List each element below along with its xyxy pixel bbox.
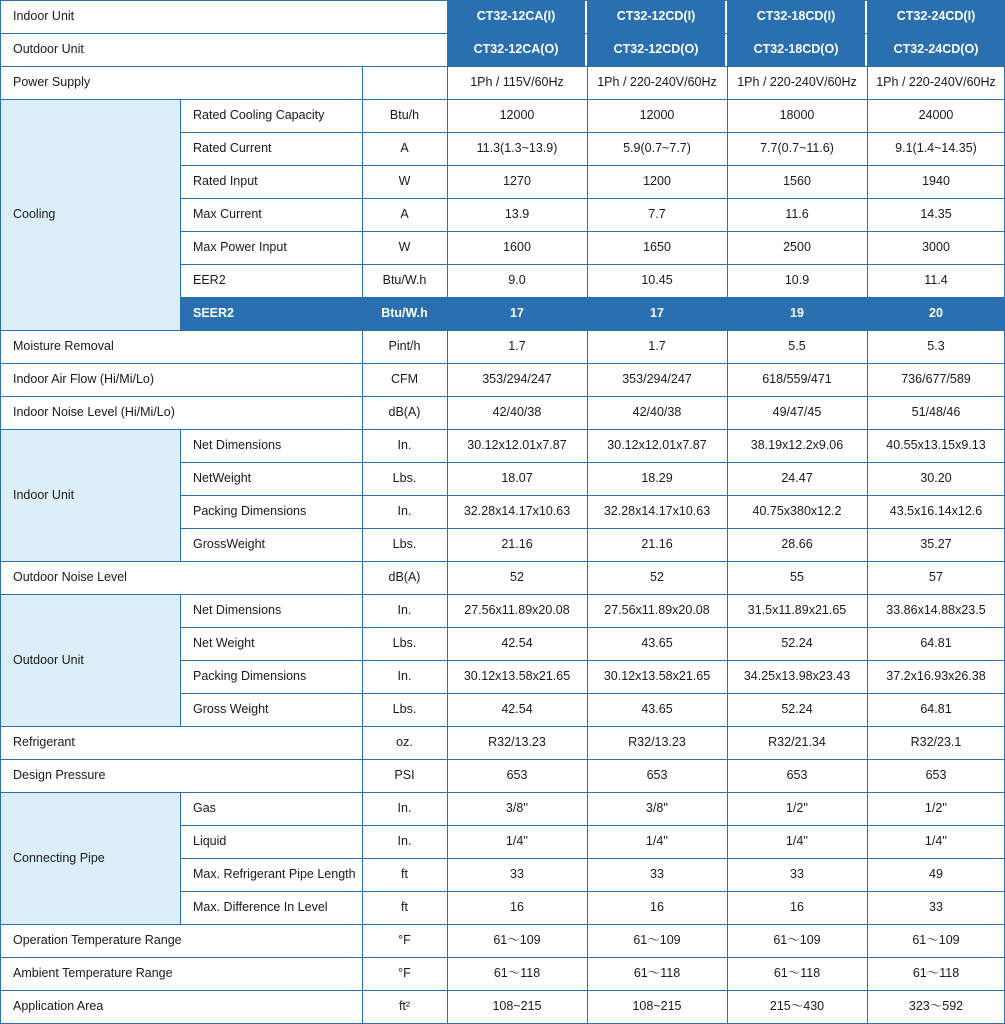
value-max-current-2: 7.7: [648, 207, 666, 222]
value-design-pressure-4: 653: [925, 768, 947, 783]
grid-line: [0, 330, 1005, 331]
value-eer2-4: 11.4: [924, 273, 948, 288]
value-max-power-input-4: 3000: [922, 240, 950, 255]
row-unit-max-refrigerant-pipe-length: ft: [401, 867, 408, 882]
value-refrigerant-2: R32/13.23: [628, 735, 686, 750]
value-net-weight-1: 42.54: [501, 636, 533, 651]
row-unit-gas: In.: [397, 801, 412, 816]
group-cooling: Cooling: [0, 99, 180, 330]
value-packing-dimensions-2: 32.28x14.17x10.63: [603, 504, 711, 519]
row-label-gross-weight: Gross Weight: [193, 702, 269, 717]
grid-line: [362, 66, 363, 1023]
row-label-gas: Gas: [193, 801, 216, 816]
value-max-current-3: 11.6: [785, 207, 809, 222]
value-max-refrigerant-pipe-length-3: 33: [790, 867, 804, 882]
row-label-indoor-noise-level-hi-mi-lo: Indoor Noise Level (Hi/Mi/Lo): [13, 405, 175, 420]
row-label-seer2: SEER2: [180, 297, 362, 330]
value-gas-4: 1/2'': [924, 801, 948, 816]
value-net-dimensions-4: 40.55x13.15x9.13: [886, 438, 986, 453]
value-gas-1: 3/8'': [505, 801, 529, 816]
grid-line: [0, 0, 1005, 1]
value-packing-dimensions-1: 32.28x14.17x10.63: [463, 504, 571, 519]
row-unit-rated-input: W: [398, 174, 411, 189]
value-max-refrigerant-pipe-length-2: 33: [650, 867, 664, 882]
value-packing-dimensions-4: 37.2x16.93x26.38: [886, 669, 986, 684]
header-indoor-unit-label: Indoor Unit: [13, 9, 75, 24]
value-liquid-3: 1/4'': [785, 834, 809, 849]
value-indoor-air-flow-hi-mi-lo-2: 353/294/247: [622, 372, 692, 387]
value-moisture-removal-3: 5.5: [788, 339, 806, 354]
value-indoor-noise-level-hi-mi-lo-3: 49/47/45: [772, 405, 822, 420]
row-unit-indoor-air-flow-hi-mi-lo: CFM: [390, 372, 419, 387]
value-net-dimensions-3: 31.5x11.89x21.65: [747, 603, 847, 618]
value-netweight-3: 24.47: [781, 471, 813, 486]
value-gas-2: 3/8'': [645, 801, 669, 816]
value-net-dimensions-4: 33.86x14.88x23.5: [886, 603, 986, 618]
row-label-netweight: NetWeight: [193, 471, 252, 486]
value-power-supply-4: 1Ph / 220-240V/60Hz: [876, 75, 996, 90]
value-indoor-noise-level-hi-mi-lo-2: 42/40/38: [632, 405, 682, 420]
value-gross-weight-3: 52.24: [781, 702, 813, 717]
value-moisture-removal-2: 1.7: [648, 339, 666, 354]
value-rated-input-1: 1270: [503, 174, 531, 189]
row-unit-ambient-temperature-range: °F: [398, 966, 411, 981]
grid-line: [587, 0, 588, 1023]
value-grossweight-1: 21.16: [501, 537, 533, 552]
value-max-power-input-3: 2500: [783, 240, 811, 255]
value-moisture-removal-1: 1.7: [508, 339, 526, 354]
value-rated-cooling-capacity-4: 24000: [918, 108, 954, 123]
row-unit-power-supply: [362, 66, 447, 99]
row-unit-packing-dimensions: In.: [397, 669, 412, 684]
group-outdoor-unit: Outdoor Unit: [0, 594, 180, 726]
value-packing-dimensions-1: 30.12x13.58x21.65: [463, 669, 571, 684]
value-grossweight-3: 28.66: [781, 537, 813, 552]
row-unit-gross-weight: Lbs.: [392, 702, 417, 717]
value-refrigerant-3: R32/21.34: [768, 735, 826, 750]
value-design-pressure-1: 653: [506, 768, 528, 783]
grid-line: [727, 0, 728, 1023]
value-rated-input-4: 1940: [922, 174, 950, 189]
value-rated-current-3: 7.7(0.7~11.6): [760, 141, 834, 156]
row-label-outdoor-noise-level: Outdoor Noise Level: [13, 570, 127, 585]
row-unit-net-dimensions: In.: [397, 603, 412, 618]
value-indoor-noise-level-hi-mi-lo-1: 42/40/38: [492, 405, 542, 420]
value-grossweight-4: 35.27: [920, 537, 952, 552]
row-label-rated-input: Rated Input: [193, 174, 258, 189]
row-unit-max-difference-in-level: ft: [401, 900, 408, 915]
value-operation-temperature-range-3: 61～109: [773, 933, 821, 948]
value-gross-weight-1: 42.54: [501, 702, 533, 717]
value-liquid-2: 1/4'': [645, 834, 669, 849]
value-net-dimensions-3: 38.19x12.2x9.06: [750, 438, 844, 453]
value-rated-input-3: 1560: [783, 174, 811, 189]
row-unit-netweight: Lbs.: [392, 471, 417, 486]
value-outdoor-noise-level-3: 55: [790, 570, 804, 585]
grid-line: [0, 726, 1005, 727]
value-max-power-input-2: 1650: [643, 240, 671, 255]
value-indoor-air-flow-hi-mi-lo-1: 353/294/247: [482, 372, 552, 387]
model-outdoor-unit-1: CT32-12CA(O): [447, 33, 585, 66]
grid-line: [0, 561, 1005, 562]
row-unit-rated-current: A: [400, 141, 409, 156]
value-power-supply-1: 1Ph / 115V/60Hz: [470, 75, 564, 90]
value-power-supply-3: 1Ph / 220-240V/60Hz: [737, 75, 857, 90]
row-unit-design-pressure: PSI: [394, 768, 415, 783]
value-max-current-1: 13.9: [504, 207, 530, 222]
value-rated-cooling-capacity-3: 18000: [779, 108, 815, 123]
value-liquid-1: 1/4'': [505, 834, 529, 849]
model-indoor-unit-2: CT32-12CD(I): [587, 0, 725, 33]
row-label-moisture-removal: Moisture Removal: [13, 339, 114, 354]
row-label-power-supply: Power Supply: [13, 75, 91, 90]
value-indoor-air-flow-hi-mi-lo-4: 736/677/589: [901, 372, 971, 387]
row-label-ambient-temperature-range: Ambient Temperature Range: [13, 966, 173, 981]
value-ambient-temperature-range-2: 61～118: [633, 966, 681, 981]
row-unit-grossweight: Lbs.: [392, 537, 417, 552]
value-application-area-1: 108~215: [492, 999, 542, 1014]
row-unit-max-current: A: [400, 207, 409, 222]
value-max-current-4: 14.35: [920, 207, 952, 222]
value-refrigerant-1: R32/13.23: [488, 735, 546, 750]
value-rated-input-2: 1200: [643, 174, 671, 189]
value-packing-dimensions-3: 34.25x13.98x23.43: [743, 669, 851, 684]
grid-line: [447, 0, 448, 1023]
value-packing-dimensions-2: 30.12x13.58x21.65: [603, 669, 711, 684]
value-max-difference-in-level-2: 16: [650, 900, 664, 915]
value-seer2-4: 20: [867, 297, 1005, 330]
value-net-weight-2: 43.65: [641, 636, 673, 651]
value-netweight-2: 18.29: [641, 471, 673, 486]
row-unit-rated-cooling-capacity: Btu/h: [389, 108, 420, 123]
value-rated-current-1: 11.3(1.3~13.9): [476, 141, 558, 156]
value-operation-temperature-range-1: 61～109: [493, 933, 541, 948]
value-max-difference-in-level-4: 33: [929, 900, 943, 915]
row-label-grossweight: GrossWeight: [193, 537, 266, 552]
row-unit-indoor-noise-level-hi-mi-lo: dB(A): [388, 405, 421, 420]
value-packing-dimensions-4: 43.5x16.14x12.6: [889, 504, 983, 519]
model-indoor-unit-3: CT32-18CD(I): [727, 0, 865, 33]
value-gas-3: 1/2'': [785, 801, 809, 816]
row-label-operation-temperature-range: Operation Temperature Range: [13, 933, 182, 948]
model-indoor-unit-4: CT32-24CD(I): [867, 0, 1005, 33]
value-outdoor-noise-level-1: 52: [510, 570, 524, 585]
value-max-refrigerant-pipe-length-4: 49: [929, 867, 943, 882]
value-refrigerant-4: R32/23.1: [910, 735, 962, 750]
value-moisture-removal-4: 5.3: [927, 339, 945, 354]
value-grossweight-2: 21.16: [641, 537, 673, 552]
value-application-area-4: 323～592: [908, 999, 964, 1014]
value-design-pressure-2: 653: [646, 768, 668, 783]
value-ambient-temperature-range-1: 61～118: [493, 966, 541, 981]
row-unit-operation-temperature-range: °F: [398, 933, 411, 948]
header-outdoor-unit-label: Outdoor Unit: [13, 42, 84, 57]
value-outdoor-noise-level-4: 57: [929, 570, 943, 585]
value-rated-current-4: 9.1(1.4~14.35): [895, 141, 977, 156]
row-unit-eer2: Btu/W.h: [382, 273, 427, 288]
model-outdoor-unit-4: CT32-24CD(O): [867, 33, 1005, 66]
value-rated-cooling-capacity-2: 12000: [639, 108, 675, 123]
row-label-net-weight: Net Weight: [193, 636, 255, 651]
value-seer2-1: 17: [447, 297, 587, 330]
value-outdoor-noise-level-2: 52: [650, 570, 664, 585]
value-seer2-2: 17: [587, 297, 727, 330]
value-seer2-3: 19: [727, 297, 867, 330]
row-label-max-power-input: Max Power Input: [193, 240, 287, 255]
row-unit-liquid: In.: [397, 834, 412, 849]
value-eer2-3: 10.9: [784, 273, 810, 288]
value-ambient-temperature-range-3: 61～118: [773, 966, 821, 981]
value-application-area-3: 215～430: [769, 999, 825, 1014]
value-indoor-air-flow-hi-mi-lo-3: 618/559/471: [762, 372, 832, 387]
value-gross-weight-2: 43.65: [641, 702, 673, 717]
value-ambient-temperature-range-4: 61～118: [912, 966, 960, 981]
grid-line: [0, 0, 1, 1023]
value-operation-temperature-range-4: 61～109: [912, 933, 960, 948]
row-label-eer2: EER2: [193, 273, 226, 288]
value-net-dimensions-1: 30.12x12.01x7.87: [467, 438, 567, 453]
value-net-dimensions-2: 30.12x12.01x7.87: [607, 438, 707, 453]
row-label-max-difference-in-level: Max. Difference In Level: [193, 900, 328, 915]
value-eer2-1: 9.0: [508, 273, 526, 288]
row-label-rated-current: Rated Current: [193, 141, 272, 156]
value-operation-temperature-range-2: 61～109: [633, 933, 681, 948]
row-label-max-refrigerant-pipe-length: Max. Refrigerant Pipe Length: [193, 867, 356, 882]
value-max-difference-in-level-3: 16: [790, 900, 804, 915]
value-net-dimensions-2: 27.56x11.89x20.08: [604, 603, 710, 618]
value-gross-weight-4: 64.81: [920, 702, 952, 717]
row-label-net-dimensions: Net Dimensions: [193, 603, 282, 618]
value-net-weight-4: 64.81: [920, 636, 952, 651]
row-label-design-pressure: Design Pressure: [13, 768, 106, 783]
value-netweight-4: 30.20: [920, 471, 952, 486]
value-rated-cooling-capacity-1: 12000: [499, 108, 535, 123]
grid-line: [867, 0, 868, 1023]
value-netweight-1: 18.07: [501, 471, 533, 486]
row-label-application-area: Application Area: [13, 999, 104, 1014]
value-max-difference-in-level-1: 16: [510, 900, 524, 915]
value-design-pressure-3: 653: [786, 768, 808, 783]
group-connecting-pipe: Connecting Pipe: [0, 792, 180, 924]
row-unit-net-dimensions: In.: [397, 438, 412, 453]
value-packing-dimensions-3: 40.75x380x12.2: [752, 504, 842, 519]
model-outdoor-unit-3: CT32-18CD(O): [727, 33, 865, 66]
grid-line: [0, 924, 1005, 925]
value-net-weight-3: 52.24: [781, 636, 813, 651]
value-eer2-2: 10.45: [641, 273, 673, 288]
row-label-liquid: Liquid: [193, 834, 227, 849]
model-indoor-unit-1: CT32-12CA(I): [447, 0, 585, 33]
row-unit-packing-dimensions: In.: [397, 504, 412, 519]
row-label-rated-cooling-capacity: Rated Cooling Capacity: [193, 108, 325, 123]
row-unit-moisture-removal: Pint/h: [388, 339, 421, 354]
row-unit-outdoor-noise-level: dB(A): [388, 570, 421, 585]
value-max-refrigerant-pipe-length-1: 33: [510, 867, 524, 882]
row-unit-application-area: ft²: [398, 999, 411, 1014]
row-label-indoor-air-flow-hi-mi-lo: Indoor Air Flow (Hi/Mi/Lo): [13, 372, 155, 387]
value-power-supply-2: 1Ph / 220-240V/60Hz: [597, 75, 717, 90]
row-label-packing-dimensions: Packing Dimensions: [193, 504, 307, 519]
value-max-power-input-1: 1600: [503, 240, 531, 255]
row-unit-net-weight: Lbs.: [392, 636, 417, 651]
row-unit-max-power-input: W: [398, 240, 411, 255]
value-application-area-2: 108~215: [632, 999, 682, 1014]
value-rated-current-2: 5.9(0.7~7.7): [623, 141, 691, 156]
value-net-dimensions-1: 27.56x11.89x20.08: [464, 603, 570, 618]
row-unit-refrigerant: oz.: [396, 735, 413, 750]
value-indoor-noise-level-hi-mi-lo-4: 51/48/46: [911, 405, 961, 420]
row-label-net-dimensions: Net Dimensions: [193, 438, 282, 453]
row-label-max-current: Max Current: [193, 207, 262, 222]
group-indoor-unit: Indoor Unit: [0, 429, 180, 561]
row-label-packing-dimensions: Packing Dimensions: [193, 669, 307, 684]
model-outdoor-unit-2: CT32-12CD(O): [587, 33, 725, 66]
row-label-refrigerant: Refrigerant: [13, 735, 75, 750]
value-liquid-4: 1/4'': [924, 834, 948, 849]
row-unit-seer2: Btu/W.h: [362, 297, 447, 330]
